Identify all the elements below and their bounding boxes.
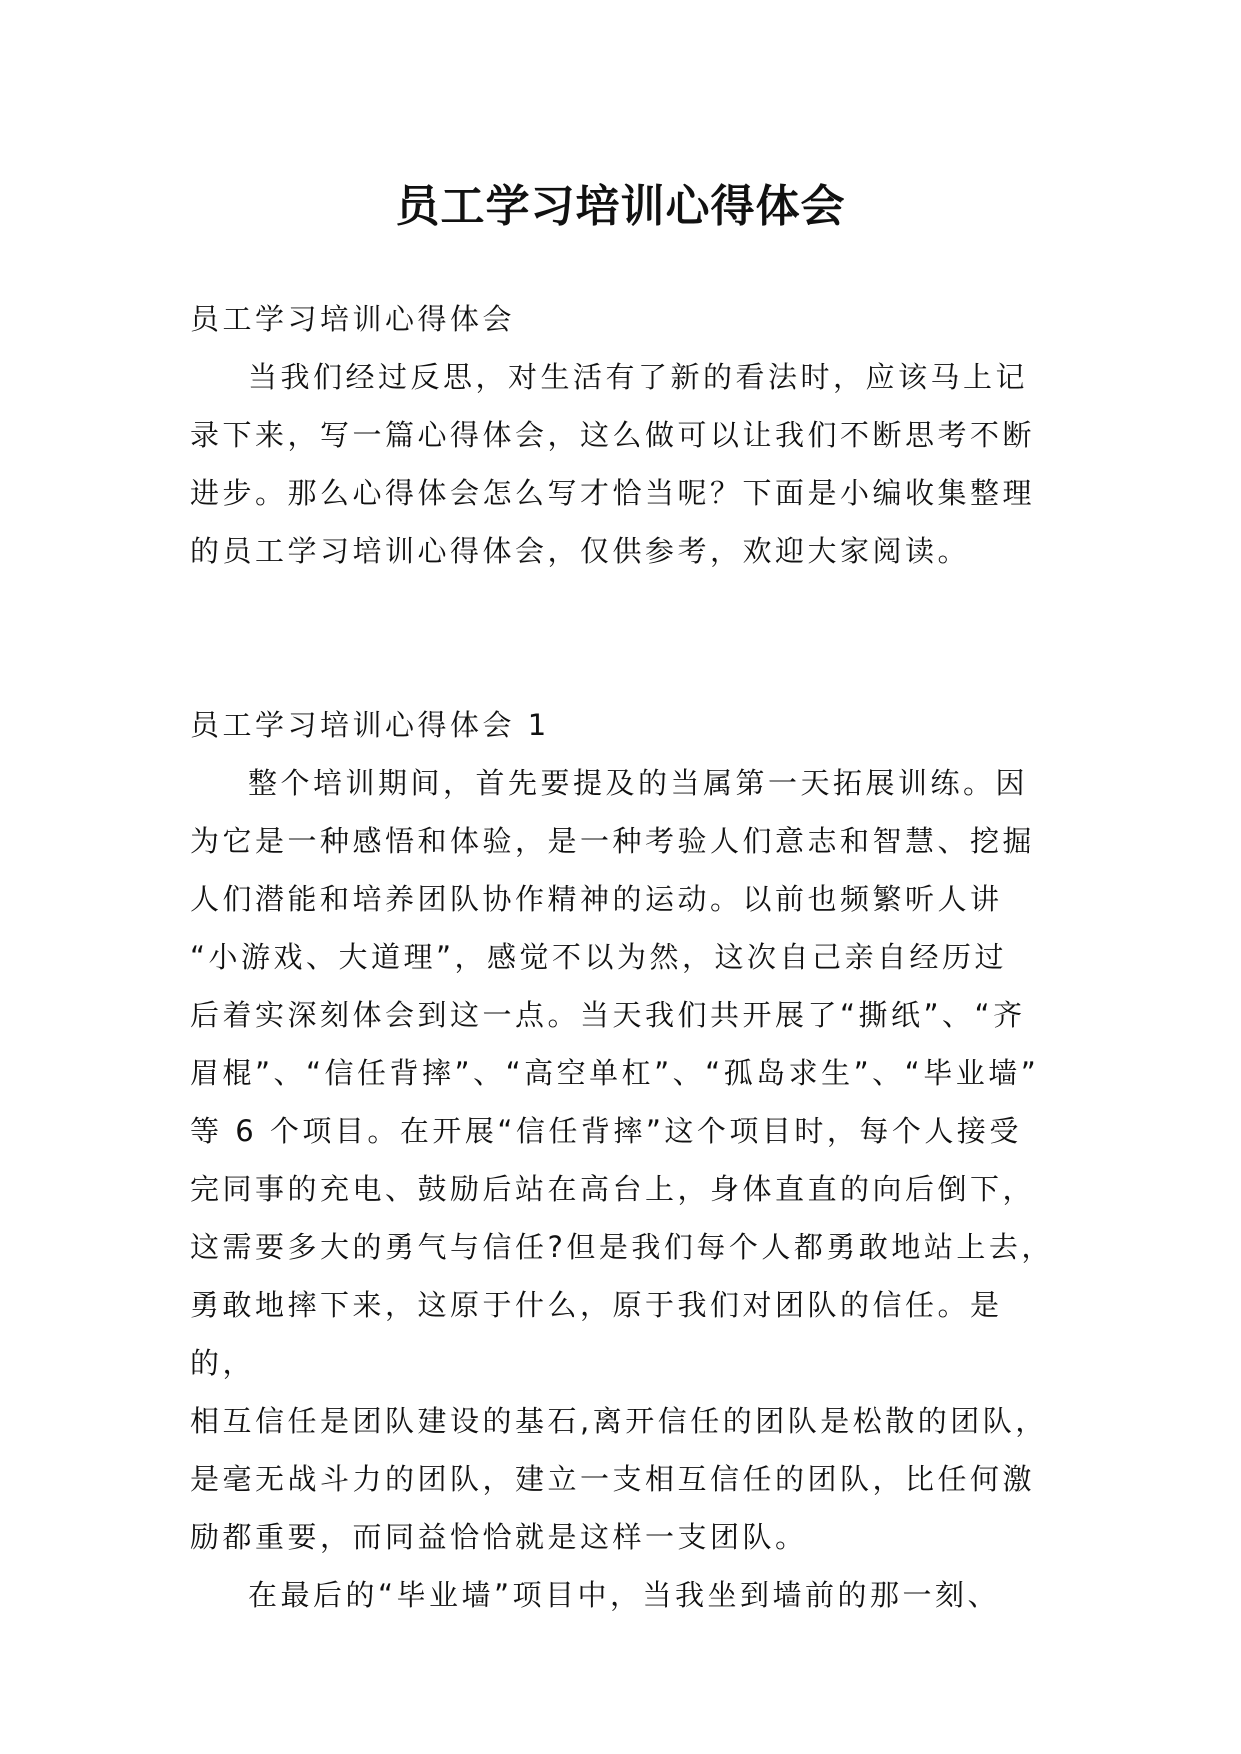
section-1-paragraph-2: 在最后的“毕业墙”项目中，当我坐到墙前的那一刻、 xyxy=(248,1578,1001,1612)
document-title: 员工学习培训心得体会 xyxy=(395,181,846,233)
intro-heading: 员工学习培训心得体会 xyxy=(190,302,516,336)
section-1-block xyxy=(190,696,1060,1624)
section-1-heading: 员工学习培训心得体会 1 xyxy=(190,708,550,742)
intro-paragraph: 当我们经过反思，对生活有了新的看法时，应该马上记 录下来，写一篇心得体会，这么做可以让我们不断思考不断 进步。那么心得体会怎么写才恰当呢？下面是小编收集整理 的员工学习培训心得体会，仅供参考，欢迎大家阅读。 xyxy=(190,360,1036,568)
intro-block xyxy=(190,290,1060,580)
section-1-paragraph-1: 整个培训期间，首先要提及的当属第一天拓展训练。因 为它是一种感悟和体验，是一种考验人们意志和智慧、挖掘 人们潜能和培养团队协作精神的运动。以前也频繁听人讲 “小游戏、大道理”，感觉不以为然，这次自己亲自经历过 后着实深刻体会到这一点。当天我们共开展了“撕纸”、“齐 眉棍”、“信任背摔”、“高空单杠”、“孤岛求生”、“毕业墙” 等 6 个项目。在开展“信任背摔”这个项目时，每个人接受 完同事的充电、鼓励后站在高台上，身体直直的向后倒下， 这需要多大的勇气与信任?但是我们每个人都勇敢地站上去， 勇敢地摔下来，这原于什么，原于我们对团队的信任。是的， 相互信任是团队建设的基石,离开信任的团队是松散的团队， 是毫无战斗力的团队，建立一支相互信任的团队，比任何激 励都重要，而同益恰恰就是这样一支团队。 xyxy=(190,766,1054,1554)
